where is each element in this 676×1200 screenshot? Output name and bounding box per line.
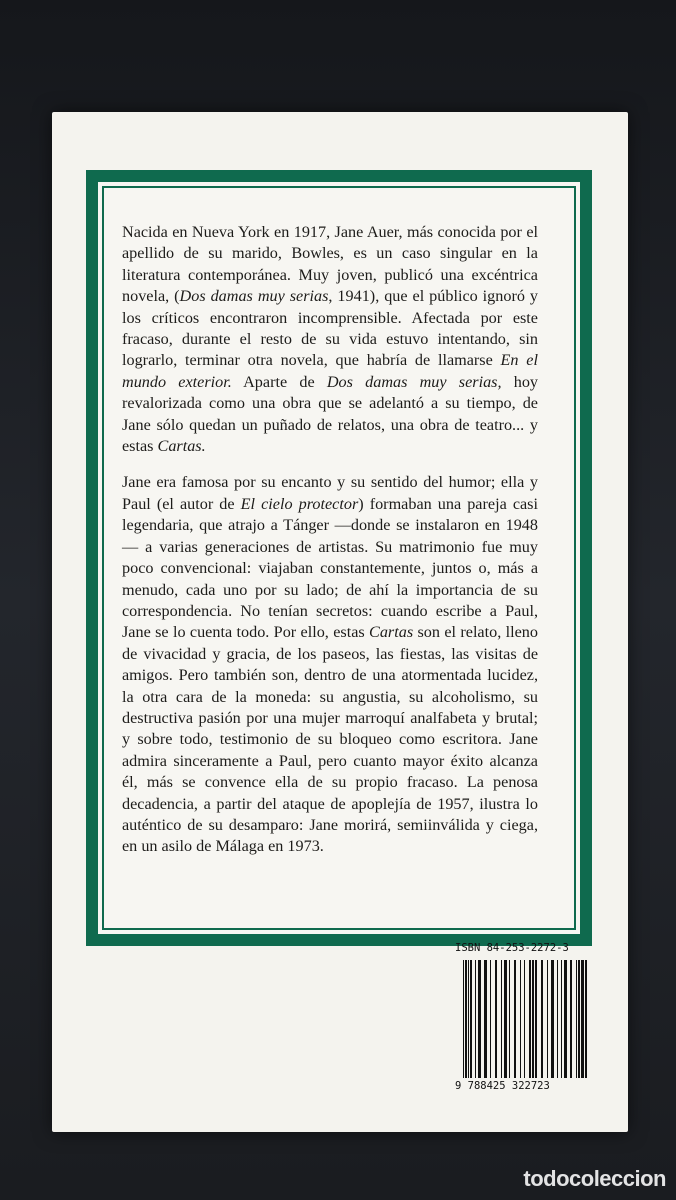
text-segment: hoy revalorizada como una obra que se adelantó a su tiempo, de Jane sólo quedan un puñado de relatos, una obra de teatro... y estas (122, 372, 539, 456)
barcode (463, 960, 587, 1078)
watermark-logo: todocoleccion (523, 1166, 666, 1191)
green-frame (86, 170, 592, 946)
text-segment: son el relato, lleno de vivacidad y gracia, de los paseos, las fiestas, las visitas de amigos. Pero también son, dentro de una atormentada lucidez, la otra cara de la moneda: su angustia, su alcoholismo, su destructiva pasión por una mujer marroquí analfabeta y brutal; y sobre todo, testimonio de su bloqueo como escritora. Jane admira sinceramente a Paul, pero cuanto mayor éxito alcanza él, más se convence ella de su propio fracaso. La penosa decadencia, a partir del ataque de apoplejía de 1957, ilustra lo auténtico de su desamparo: Jane morirá, semiinválida y ciega, en un asilo de Málaga en 1973. (122, 623, 538, 856)
italic-title-segment: Cartas. (157, 437, 206, 456)
synopsis-paragraph-2 (122, 472, 538, 857)
book-back-cover (52, 112, 628, 1132)
italic-title-segment: El cielo protector (240, 494, 359, 513)
synopsis-paragraph-1 (122, 222, 538, 457)
text-segment: Jane era famosa por su encanto y su sentido del humor; ella y Paul (el autor de (122, 473, 538, 513)
text-segment: Nacida en Nueva York en 1917, Jane Auer, más conocida por el apellido de su marido, Bowles, es un caso singular en la literatura contemporánea. Muy joven, publicó una excéntrica novela, ( (122, 223, 538, 306)
italic-title-segment: En el mundo exterior. (122, 351, 538, 391)
barcode-digits: 9 788425 322723 (455, 1080, 550, 1092)
italic-title-segment: Dos damas muy serias (179, 287, 329, 306)
barcode-block (455, 942, 595, 1102)
barcode-bar (585, 960, 586, 1078)
text-segment: , 1941), que el público ignoró y los críticos encontraron incomprensible. Afectada por este fracaso, durante el resto de su vida estuvo intentando, sin lograrlo, terminar otra novela, que habría de llamarse (122, 287, 538, 370)
text-segment: ) formaban una pareja casi legendaria, que atrajo a Tánger —donde se instalaron en 1948— a varias generaciones de artistas. Su matrimonio fue muy poco convencional: viajaban constantemente, juntos o, más a menudo, cada uno por su lado; de ahí la importancia de su correspondencia. No tenían secretos: cuando escribe a Paul, Jane se lo cuenta todo. Por ello, estas (122, 494, 538, 642)
isbn-text: ISBN 84-253-2272-3 (455, 942, 569, 954)
text-segment: Aparte de (231, 372, 327, 391)
italic-title-segment: Dos damas muy serias, (326, 372, 502, 391)
italic-title-segment: Cartas (369, 623, 414, 642)
synopsis-text (122, 222, 538, 858)
